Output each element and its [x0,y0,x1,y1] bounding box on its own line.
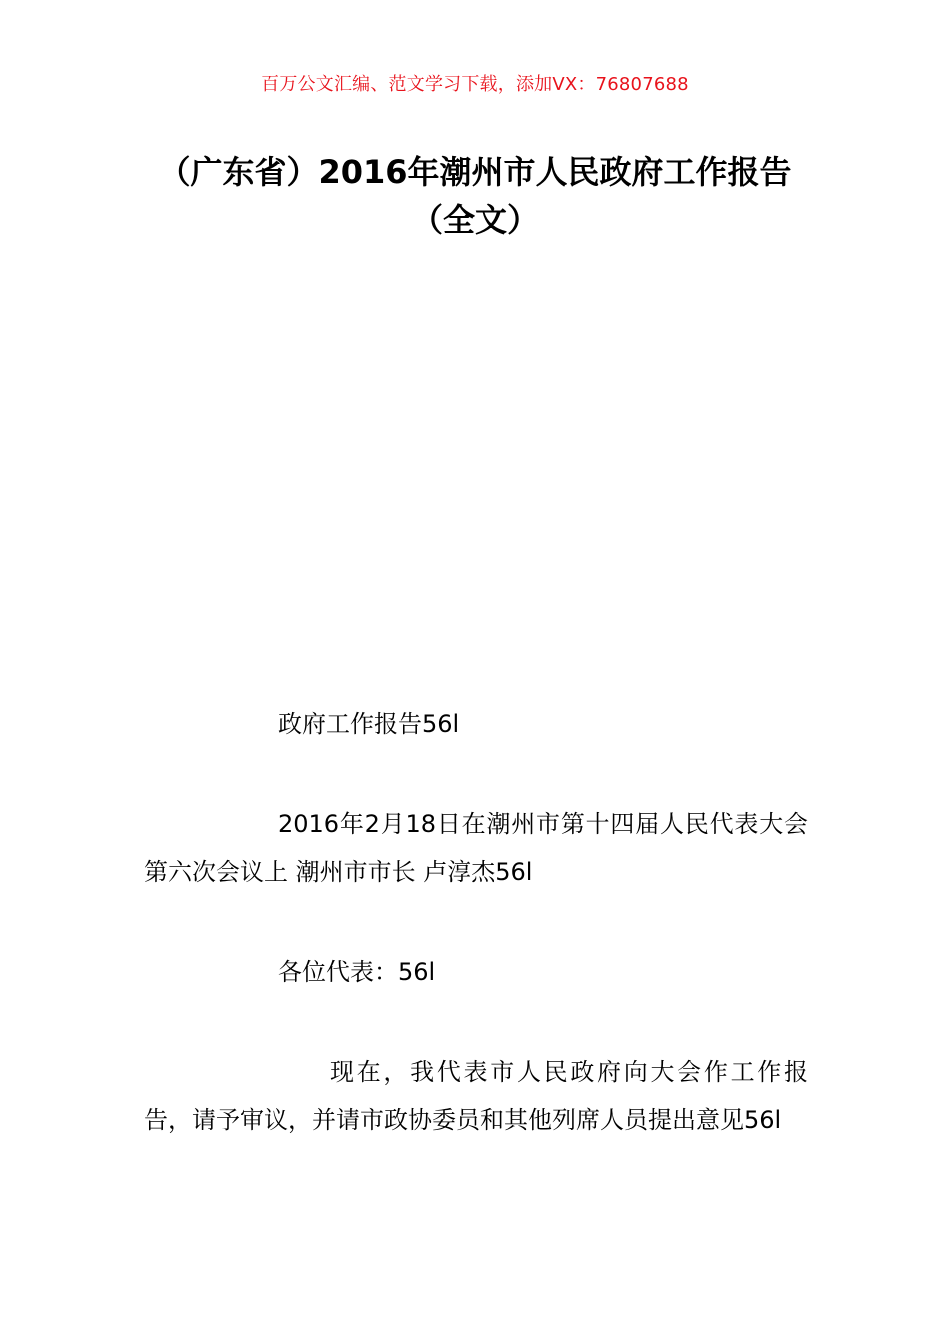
paragraph: 政府工作报告56l [278,710,460,738]
paragraph: 现在，我代表市人民政府向大会作工作报告，请予审议，并请市政协委员和其他列席人员提出意见56l [144,1058,808,1134]
paragraph: 各位代表：56l [278,958,436,986]
document-title: （广东省）2016年潮州市人民政府工作报告（全文） [158,153,792,239]
paragraph: 2016年2月18日在潮州市第十四届人民代表大会第六次会议上 潮州市市长 卢淳杰56l [144,810,808,886]
header-note: 百万公文汇编、范文学习下载，添加VX：76807688 [261,74,689,95]
